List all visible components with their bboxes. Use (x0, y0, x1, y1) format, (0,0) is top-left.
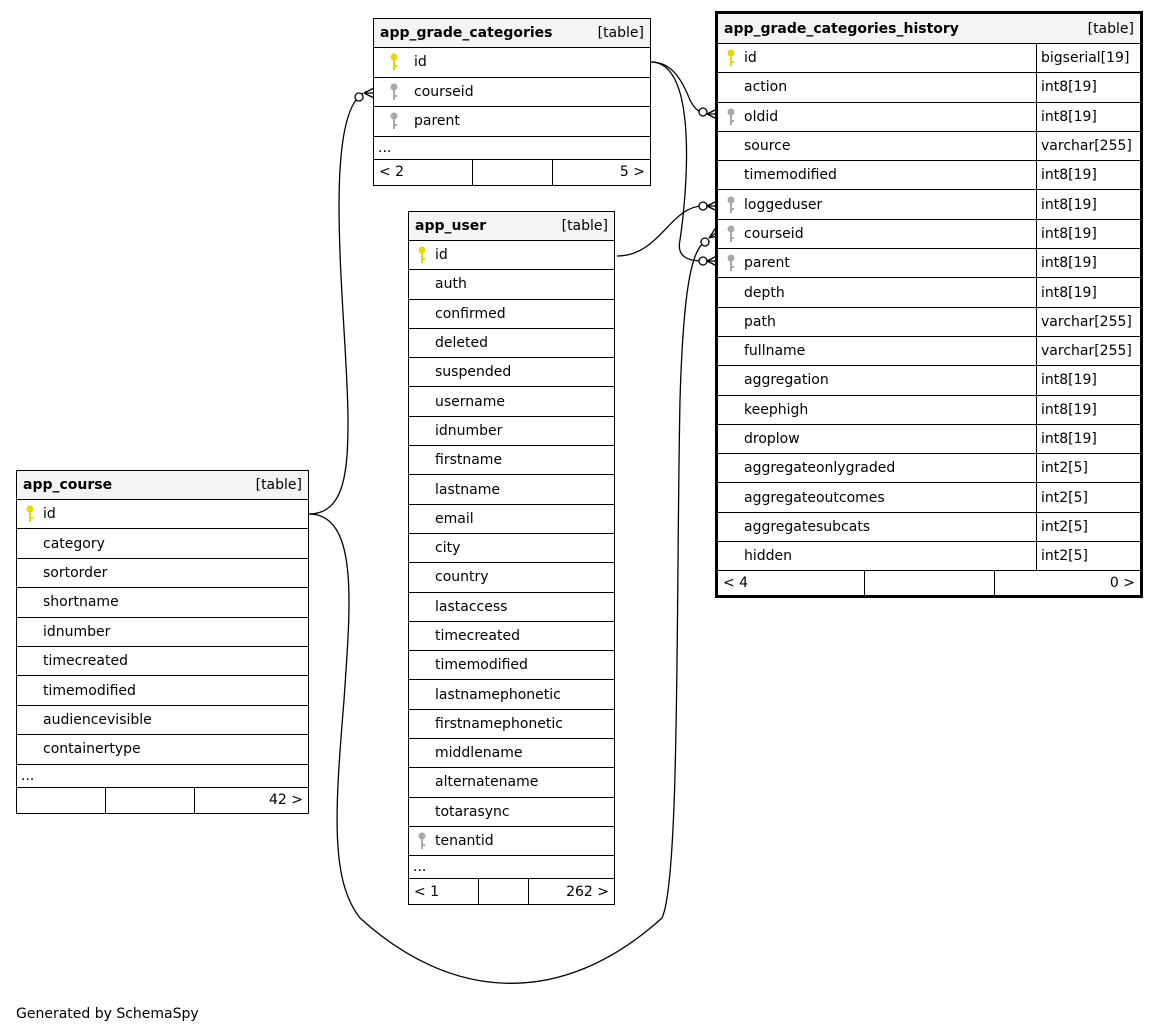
column-name: lastname (435, 481, 500, 498)
column-name: alternatename (435, 774, 539, 791)
footer-mid (865, 571, 995, 595)
column-row-action[interactable] (718, 73, 1140, 102)
column-name: middlename (435, 745, 523, 762)
column-row-confirmed[interactable] (409, 300, 614, 329)
column-row-aggregateoutcomes[interactable] (718, 483, 1140, 512)
column-row-lastname[interactable] (409, 475, 614, 504)
column-type: int2[5] (1036, 513, 1140, 541)
foreign-key-icon (718, 225, 744, 243)
column-name: depth (744, 284, 785, 301)
column-row-id[interactable] (17, 500, 308, 529)
column-type: varchar[255] (1036, 337, 1140, 365)
column-row-loggeduser[interactable] (718, 190, 1140, 219)
column-name: category (43, 535, 105, 552)
column-row-depth[interactable] (718, 278, 1140, 307)
column-row-idnumber[interactable] (17, 618, 308, 647)
column-name: keephigh (744, 401, 809, 418)
column-name: deleted (435, 335, 488, 352)
edge-end-marker (355, 93, 363, 101)
column-row-idnumber[interactable] (409, 417, 614, 446)
column-type: int8[19] (1036, 249, 1140, 277)
column-row-email[interactable] (409, 505, 614, 534)
table-app-user[interactable] (408, 211, 615, 905)
column-type: int8[19] (1036, 190, 1140, 218)
primary-key-icon (718, 49, 744, 67)
primary-key-icon (409, 246, 435, 264)
column-name: parent (414, 113, 460, 130)
column-name: parent (744, 255, 790, 272)
foreign-key-icon (374, 112, 414, 130)
column-row-sortorder[interactable] (17, 559, 308, 588)
edge-course-to-grade-categories (309, 93, 363, 514)
more-columns: ... (409, 856, 614, 879)
table-footer (718, 571, 1140, 595)
footer-mid (479, 879, 529, 904)
column-row-id[interactable] (374, 48, 650, 78)
edge-end-marker (701, 238, 709, 246)
parents-count[interactable] (17, 788, 106, 813)
column-name: timecreated (43, 653, 128, 670)
column-name: suspended (435, 364, 512, 381)
column-type: int2[5] (1036, 454, 1140, 482)
table-name: app_user (415, 218, 487, 234)
column-type: int8[19] (1036, 396, 1140, 424)
column-name: timecreated (435, 628, 520, 644)
foreign-key-icon (409, 832, 435, 850)
column-name: path (744, 313, 776, 330)
children-count[interactable]: 42 > (269, 792, 303, 809)
generated-by-label: Generated by SchemaSpy (16, 1006, 199, 1022)
table-kind: [table] (561, 218, 608, 234)
children-count[interactable]: 262 > (566, 883, 609, 900)
column-name: courseid (744, 225, 804, 242)
table-name: app_course (23, 477, 113, 493)
column-row-audiencevisible[interactable] (17, 706, 308, 735)
column-row-timemodified[interactable] (17, 676, 308, 705)
column-name: source (744, 138, 791, 155)
column-name: sortorder (43, 564, 108, 581)
column-row-city[interactable] (409, 534, 614, 563)
column-row-middlename[interactable] (409, 739, 614, 768)
column-name: audiencevisible (43, 711, 152, 728)
foreign-key-icon (718, 108, 744, 126)
column-row-tenantid[interactable] (409, 827, 614, 856)
foreign-key-icon (374, 83, 414, 101)
column-name: tenantid (435, 833, 494, 850)
primary-key-icon (374, 53, 414, 71)
column-row-timemodified[interactable] (409, 651, 614, 680)
table-kind: [table] (1087, 20, 1134, 37)
column-name: oldid (744, 108, 779, 125)
foreign-key-icon (718, 254, 744, 272)
column-row-country[interactable] (409, 563, 614, 592)
column-row-parent[interactable] (374, 107, 650, 137)
primary-key-icon (17, 505, 43, 523)
column-row-courseid[interactable] (374, 78, 650, 108)
column-row-timemodified[interactable] (718, 161, 1140, 190)
column-row-suspended[interactable] (409, 358, 614, 387)
column-name: fullname (744, 343, 806, 360)
column-name: hidden (744, 548, 793, 565)
column-name: id (435, 247, 448, 264)
column-name: id (414, 54, 427, 71)
column-name: aggregation (744, 372, 829, 389)
column-type: bigserial[19] (1036, 44, 1140, 72)
column-type: varchar[255] (1036, 132, 1140, 160)
table-footer (374, 160, 650, 185)
column-row-aggregateonlygraded[interactable] (718, 454, 1140, 483)
foreign-key-icon (718, 196, 744, 214)
table-app-grade-categories-history[interactable] (715, 11, 1143, 598)
column-row-aggregation[interactable] (718, 366, 1140, 395)
footer-mid (106, 788, 195, 813)
column-row-alternatename[interactable] (409, 768, 614, 797)
table-kind: [table] (597, 25, 644, 41)
column-row-courseid[interactable] (718, 220, 1140, 249)
column-name: city (435, 540, 461, 557)
column-type: int8[19] (1036, 220, 1140, 248)
column-row-source[interactable] (718, 132, 1140, 161)
column-row-id[interactable] (718, 44, 1140, 73)
column-name: firstname (435, 452, 503, 469)
column-name: firstnamephonetic (435, 715, 563, 732)
table-header (374, 19, 650, 48)
table-app-grade-categories[interactable] (373, 18, 651, 186)
column-type: int8[19] (1036, 73, 1140, 101)
more-columns: ... (17, 765, 308, 788)
column-name: containertype (43, 741, 141, 758)
parents-count[interactable]: < 1 (409, 879, 479, 904)
column-type: int8[19] (1036, 366, 1140, 394)
column-row-parent[interactable] (718, 249, 1140, 278)
column-type: int2[5] (1036, 542, 1140, 570)
edge-grade-categories-to-history-parent (651, 62, 703, 261)
table-kind: [table] (255, 477, 302, 493)
column-row-path[interactable] (718, 308, 1140, 337)
column-row-oldid[interactable] (718, 103, 1140, 132)
edge-end-marker (699, 257, 707, 265)
column-row-lastnamephonetic[interactable] (409, 680, 614, 709)
column-name: droplow (744, 431, 800, 447)
column-name: aggregateoutcomes (744, 489, 885, 506)
table-name: app_grade_categories_history (724, 20, 959, 37)
column-name: action (744, 79, 788, 96)
column-row-firstnamephonetic[interactable] (409, 710, 614, 739)
column-name: timemodified (43, 682, 136, 699)
column-type: int8[19] (1036, 161, 1140, 189)
column-name: lastaccess (435, 598, 508, 615)
column-name: loggeduser (744, 196, 823, 213)
column-row-hidden[interactable] (718, 542, 1140, 571)
column-row-droplow[interactable] (718, 425, 1140, 454)
column-name: confirmed (435, 305, 506, 322)
column-row-timecreated[interactable] (17, 647, 308, 676)
column-row-username[interactable] (409, 387, 614, 416)
table-header (718, 14, 1140, 44)
column-row-aggregatesubcats[interactable] (718, 513, 1140, 542)
column-name: id (43, 506, 56, 523)
column-type: int8[19] (1036, 103, 1140, 131)
table-app-course[interactable] (16, 470, 309, 814)
parents-count[interactable]: < 4 (718, 571, 865, 595)
column-row-fullname[interactable] (718, 337, 1140, 366)
column-row-containertype[interactable] (17, 735, 308, 764)
column-type: int2[5] (1036, 483, 1140, 511)
column-name: aggregatesubcats (744, 518, 871, 535)
column-row-category[interactable] (17, 529, 308, 558)
edge-user-to-history-loggeduser (617, 206, 703, 256)
column-row-totarasync[interactable] (409, 798, 614, 827)
column-name: shortname (43, 594, 119, 611)
column-type: int8[19] (1036, 278, 1140, 306)
column-name: aggregateonlygraded (744, 460, 896, 477)
column-name: email (435, 510, 474, 527)
column-name: id (744, 50, 757, 67)
parents-count[interactable]: < 2 (374, 160, 473, 185)
edge-grade-categories-to-history-oldid (651, 62, 703, 112)
children-count[interactable]: 5 > (619, 164, 645, 180)
column-type: varchar[255] (1036, 308, 1140, 336)
table-footer (17, 788, 308, 813)
column-name: totarasync (435, 803, 510, 820)
edge-end-marker (699, 108, 707, 116)
footer-mid (473, 160, 553, 185)
column-name: idnumber (43, 623, 111, 640)
column-name: courseid (414, 83, 474, 100)
more-columns: ... (374, 137, 650, 160)
column-row-keephigh[interactable] (718, 396, 1140, 425)
table-header (17, 471, 308, 500)
column-name: timemodified (435, 657, 528, 674)
column-row-timecreated[interactable] (409, 622, 614, 651)
column-type: int8[19] (1036, 425, 1140, 453)
edge-end-marker (699, 202, 707, 210)
column-row-id[interactable] (409, 241, 614, 270)
column-name: auth (435, 276, 467, 293)
column-row-firstname[interactable] (409, 446, 614, 475)
children-count[interactable]: 0 > (1109, 575, 1135, 592)
column-row-auth[interactable] (409, 270, 614, 299)
table-name: app_grade_categories (380, 25, 553, 41)
column-name: username (435, 393, 505, 410)
column-row-shortname[interactable] (17, 588, 308, 617)
column-name: idnumber (435, 422, 503, 439)
table-header (409, 212, 614, 241)
column-name: lastnamephonetic (435, 686, 561, 703)
table-footer (409, 879, 614, 904)
column-row-deleted[interactable] (409, 329, 614, 358)
column-row-lastaccess[interactable] (409, 593, 614, 622)
column-name: country (435, 569, 489, 586)
column-name: timemodified (744, 167, 837, 184)
